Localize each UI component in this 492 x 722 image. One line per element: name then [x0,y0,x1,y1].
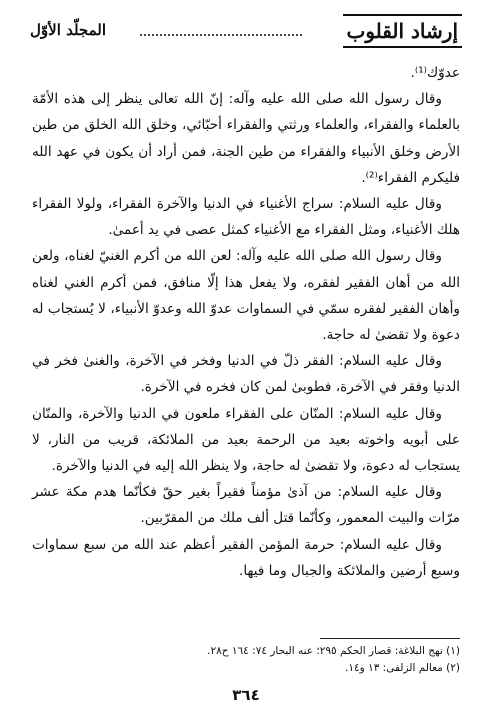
volume-label: المجلّد الأوّل [30,21,107,39]
paragraph: وقال رسول الله صلى الله عليه وآله: لعن الله من أكرم الغنيّ لغناه، ولعن الله من أهان الفقير لفقره، ولا يفعل هذا إلّا منافق، فمن أكرم الغني لغناه وأهان الفقير لفقره سمّي في السماوات عدوّ الله وعدوّ الأنبياء، لا يُستجاب له دعوة ولا تقضىٰ له حاجة. [32,248,460,344]
header-dotted-rule [140,34,302,36]
paragraph: وقال عليه السلام: المنّان على الفقراء ملعون في الدنيا والآخرة، والمنّان على أبويه واخوته بعيد من الرحمة بعيد من الملائكة، قريب من النار، لا يستجاب له دعوة، ولا تقضىٰ له حاجة، ولا ينظر الله إليه في الدنيا والآخرة. [32,405,460,475]
footnotes [32,643,460,677]
footnote-separator [320,638,460,639]
paragraph: وقال عليه السلام: من آذىٰ مؤمناً فقيراً بغير حقّ فكأنّما هدم مكة عشر مرّات والبيت المعمور، وكأنّما قتل ألف ملك من المقرّبين. [32,484,460,527]
paragraph: وقال رسول الله صلى الله عليه وآله: إنّ الله تعالى ينظر إلى هذه الأمّة بالعلماء والفقراء، والعلماء ورثتي والفقراء أحبّائي، وخلق الله الخلق من طين الأرض وخلق الأنبياء والفقراء من طين الجنة، فمن أراد أن يكون في عهد الله فليكرم الفقراء⁽²⁾. [32,91,460,186]
paragraph: وقال عليه السلام: الفقر ذلّ في الدنيا وفخر في الآخرة، والغنىٰ فخر في الدنيا وفقر في الآخرة، فطوبىٰ لمن كان فخره في الآخرة. [32,353,460,396]
main-text [32,60,460,584]
book-title-text: إرشاد القلوب [343,14,462,48]
paragraph: وقال عليه السلام: سراج الأغنياء في الدنيا والآخرة الفقراء، ولولا الفقراء هلك الأغنياء، ومثل الفقراء مع الأغنياء كمثل عصى في يد أعمىٰ. [32,196,460,239]
paragraph: وقال عليه السلام: حرمة المؤمن الفقير أعظم عند الله من سبع سماوات وسبع أرضين والملائكة والجبال وما فيها. [32,536,460,579]
footnote: (٢) معالم الزلفى: ١٣ و١٤. [345,662,460,674]
paragraph: عدوّك⁽¹⁾. [410,65,460,81]
book-title [343,14,462,48]
page-number: ٣٦٤ [232,686,260,704]
footnote: (١) نهج البلاغة: قصار الحكم ٢٩٥؛ عنه البحار ٧٤: ١٦٤ ح٢٨. [207,645,460,657]
page-header [30,14,462,50]
